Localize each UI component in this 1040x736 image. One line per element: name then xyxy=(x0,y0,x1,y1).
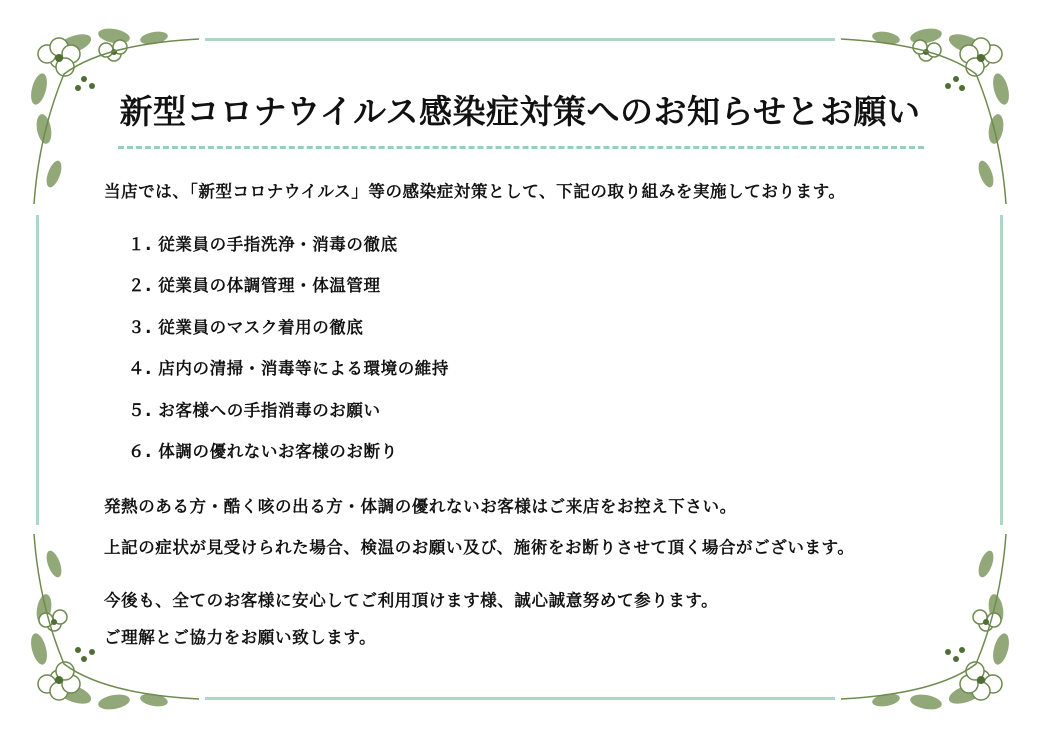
measure-item: ４. 店内の清掃・消毒等による環境の維持 xyxy=(128,359,450,378)
measure-item: １. 従業員の手指洗浄・消毒の徹底 xyxy=(128,235,398,254)
intro-text: 当店では、「新型コロナウイルス」等の感染症対策として、下記の取り組みを実施しております。 xyxy=(104,182,846,201)
measure-item: ６. 体調の優れないお客様のお断り xyxy=(128,442,398,461)
measure-item: ３. 従業員のマスク着用の徹底 xyxy=(128,318,364,337)
frame-left-line xyxy=(36,215,39,525)
frame-top-line xyxy=(205,38,835,41)
notice-text: 発熱のある方・酷く咳の出る方・体調の優れないお客様はご来店をお控え下さい。 xyxy=(104,497,737,516)
floral-corner-bottom-right-icon xyxy=(836,524,1026,724)
frame-bottom-line xyxy=(205,697,835,700)
notice-text: 上記の症状が見受けられた場合、検温のお願い及び、施術をお断りさせて頂く場合がございます。 xyxy=(104,538,855,557)
measure-item: ２. 従業員の体調管理・体温管理 xyxy=(128,276,381,295)
closing-text: ご理解とご協力をお願い致します。 xyxy=(104,628,377,647)
title-divider xyxy=(118,146,924,149)
measure-item: ５. お客様への手指消毒のお願い xyxy=(128,401,381,420)
page-title: 新型コロナウイルス感染症対策へのお知らせとお願い xyxy=(119,92,921,131)
frame-right-line xyxy=(1000,215,1003,525)
closing-text: 今後も、全てのお客様に安心してご利用頂けます様、誠心誠意努めて参ります。 xyxy=(104,591,719,610)
